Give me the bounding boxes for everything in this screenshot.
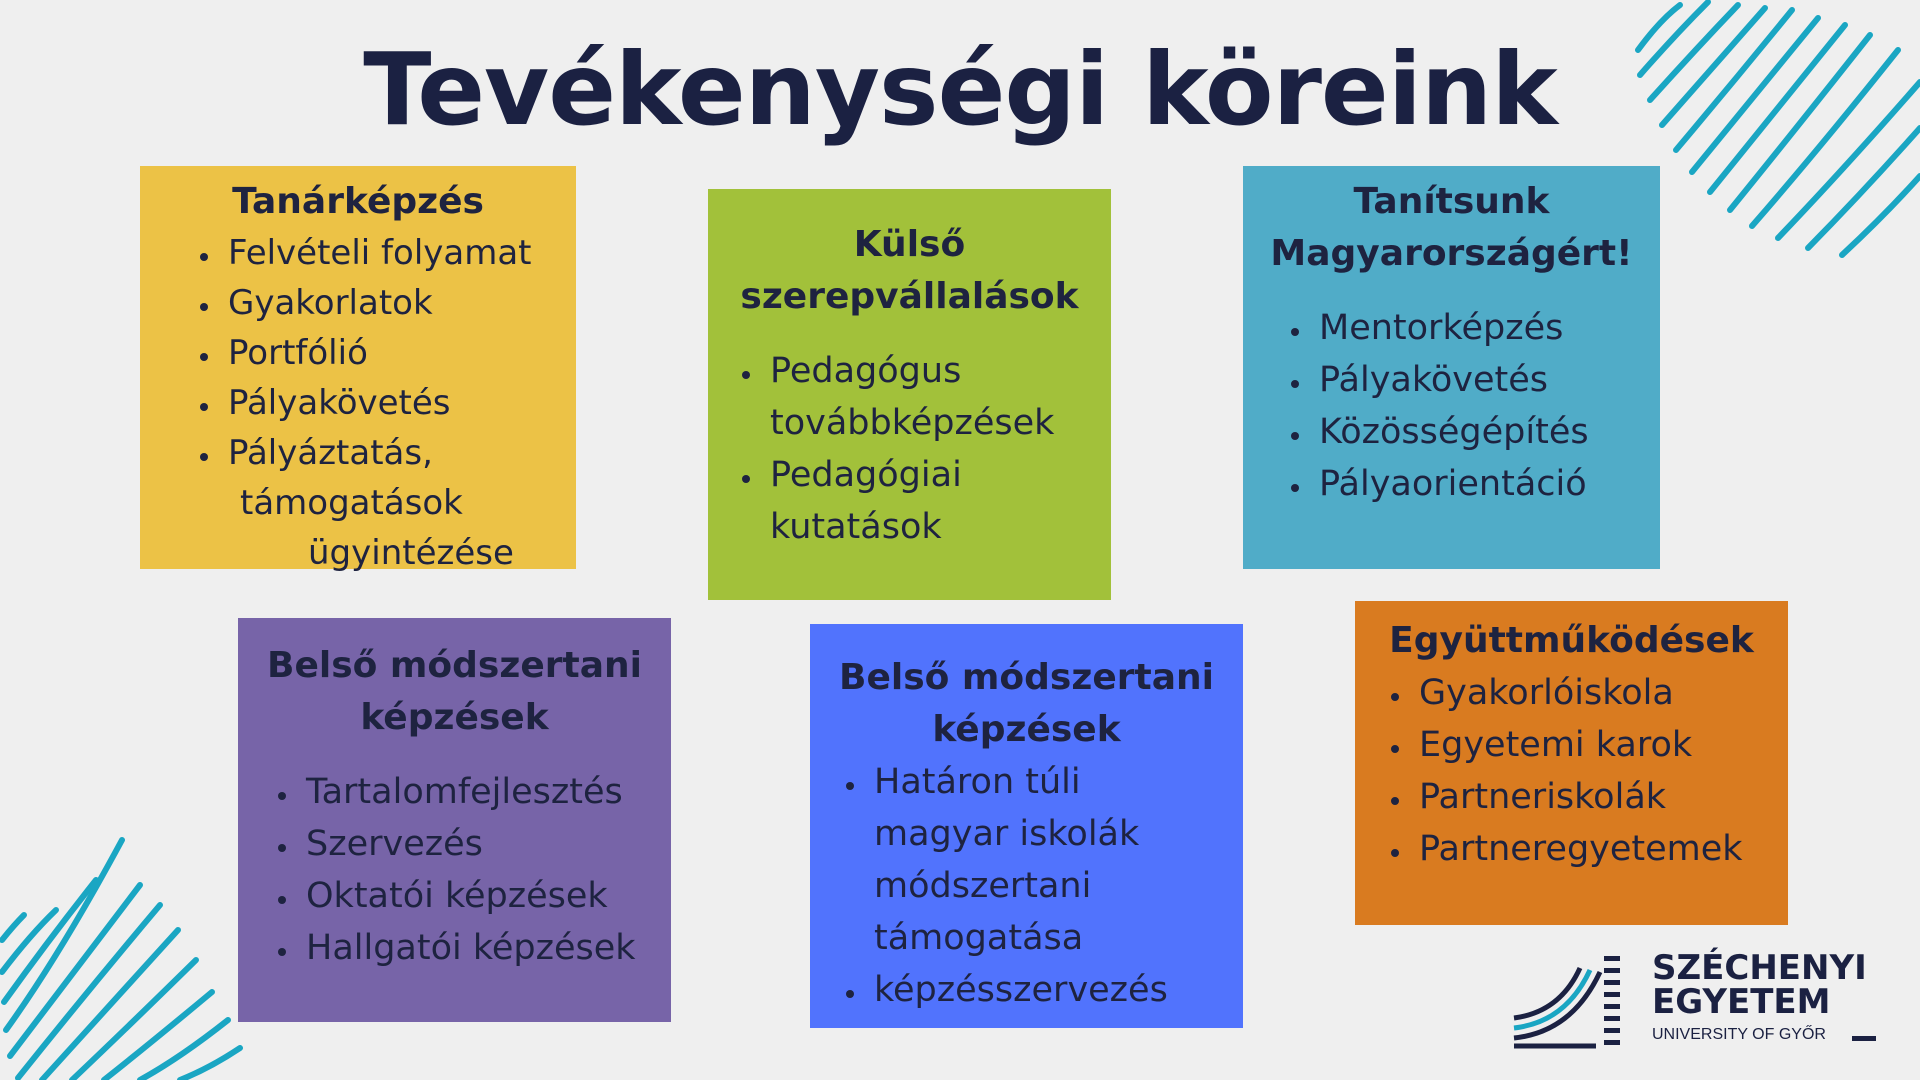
list-item: • Pályakövetés xyxy=(222,378,576,428)
card-heading xyxy=(1243,176,1660,280)
card-heading xyxy=(810,652,1243,756)
card-tanarkepzes xyxy=(140,166,576,573)
list-item-line: kutatások xyxy=(770,507,942,547)
card-heading-line: Tanítsunk xyxy=(1353,181,1550,222)
card-heading xyxy=(708,219,1111,323)
card-belso-modszertani-kepzesek xyxy=(238,618,671,1022)
list-item xyxy=(222,428,576,578)
card-heading-line: Külső xyxy=(853,224,966,265)
decorative-stripes-bottom xyxy=(0,820,260,1080)
list-item-line: magyar iskolák xyxy=(874,814,1140,854)
university-logo xyxy=(1510,950,1890,1050)
list-item-line: támogatások xyxy=(240,483,463,523)
list-item: • Szervezés xyxy=(300,818,671,870)
card-belso-modszertani-kepzesek-2 xyxy=(810,624,1243,1028)
list-item-line: • Határon túli xyxy=(874,762,1081,802)
list-item: • Felvételi folyamat xyxy=(222,228,576,278)
card-heading-line: Magyarországért! xyxy=(1270,233,1633,274)
list-item: • Hallgatói képzések xyxy=(300,922,671,974)
logo-underline xyxy=(1852,1036,1876,1041)
card-kulso-szerepvallalasok xyxy=(708,189,1111,600)
card-heading-line: Belső módszertani xyxy=(267,645,642,686)
logo-name-line2: EGYETEM xyxy=(1652,982,1831,1022)
card-heading-line: szerepvállalások xyxy=(740,276,1079,317)
card-list xyxy=(1243,302,1660,510)
card-heading-line: Belső módszertani xyxy=(839,657,1214,698)
list-item-line: • Pályáztatás, xyxy=(228,433,433,473)
list-item-line: továbbképzések xyxy=(770,403,1055,443)
logo-name-line1: SZÉCHENYI xyxy=(1652,948,1867,988)
list-item: • Partneriskolák xyxy=(1413,771,1788,823)
card-list xyxy=(140,228,576,578)
card-heading: Tanárképzés xyxy=(232,181,484,222)
list-item: • Mentorképzés xyxy=(1313,302,1660,354)
decorative-stripes-top xyxy=(1620,0,1920,260)
list-item: • Portfólió xyxy=(222,328,576,378)
list-item-line: módszertani xyxy=(874,866,1092,906)
page-title: Tevékenységi köreink xyxy=(363,31,1557,148)
list-item-line: • Pedagógiai xyxy=(770,455,962,495)
card-egyuttmukodesek xyxy=(1355,601,1788,925)
logo-subtitle: UNIVERSITY OF GYŐR xyxy=(1652,1026,1826,1043)
list-item xyxy=(868,756,1243,964)
list-item: • képzésszervezés xyxy=(868,964,1243,1016)
list-item-line: • Pedagógus xyxy=(770,351,962,391)
list-item: • Gyakorlóiskola xyxy=(1413,667,1788,719)
card-list xyxy=(708,345,1111,553)
list-item: • Gyakorlatok xyxy=(222,278,576,328)
card-tanitsunk-magyarorszagert xyxy=(1243,166,1660,569)
card-list xyxy=(238,766,671,974)
list-item-line: támogatása xyxy=(874,918,1084,958)
card-heading xyxy=(238,640,671,744)
list-item: • Tartalomfejlesztés xyxy=(300,766,671,818)
card-list xyxy=(810,756,1243,1016)
list-item xyxy=(764,449,1111,553)
card-list xyxy=(1355,667,1788,875)
list-item: • Partneregyetemek xyxy=(1413,823,1788,875)
card-heading: Együttműködések xyxy=(1389,620,1754,661)
list-item: • Pályaorientáció xyxy=(1313,458,1660,510)
list-item xyxy=(764,345,1111,449)
list-item: • Pályakövetés xyxy=(1313,354,1660,406)
card-heading-line: képzések xyxy=(360,697,549,738)
list-item-line: ügyintézése xyxy=(308,533,514,573)
list-item: • Oktatói képzések xyxy=(300,870,671,922)
logo-mark-icon xyxy=(1510,950,1622,1050)
card-heading-line: képzések xyxy=(932,709,1121,750)
list-item: • Közösségépítés xyxy=(1313,406,1660,458)
list-item: • Egyetemi karok xyxy=(1413,719,1788,771)
